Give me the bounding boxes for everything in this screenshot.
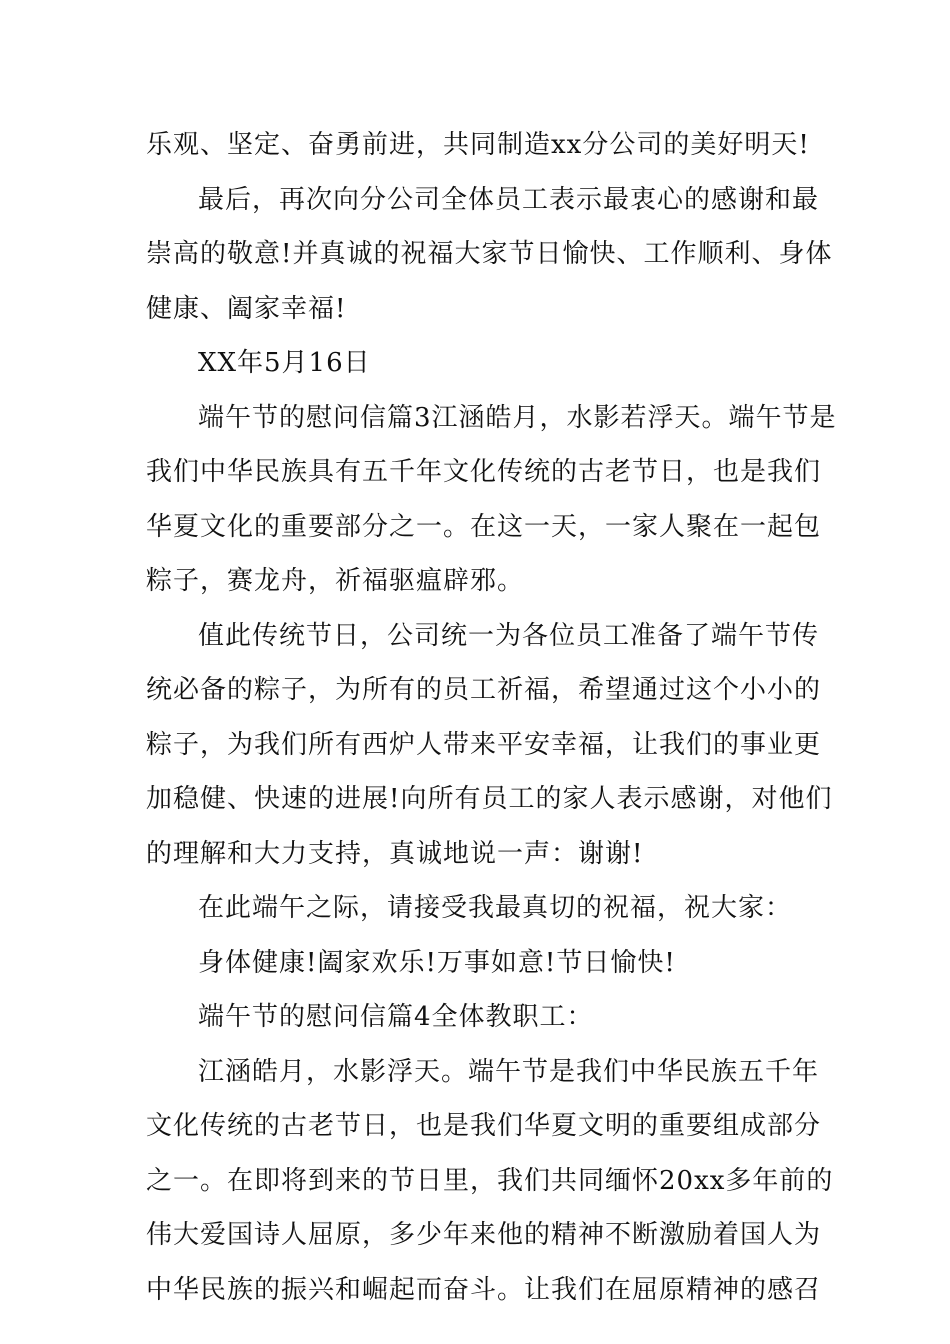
text-line: 乐观、坚定、奋勇前进，共同制造xx分公司的美好明天! [146, 130, 810, 160]
text-line: XX年5月16日 [198, 348, 371, 378]
text-line: 粽子，为我们所有西炉人带来平安幸福，让我们的事业更 [146, 729, 822, 760]
text-line: 中华民族的振兴和崛起而奋斗。让我们在屈原精神的感召 [146, 1274, 822, 1305]
text-line: 崇高的敬意!并真诚的祝福大家节日愉快、工作顺利、身体 [146, 239, 833, 269]
text-line: 健康、阖家幸福! [146, 293, 347, 324]
text-line: 我们中华民族具有五千年文化传统的古老节日，也是我们 [146, 457, 822, 487]
text-line: 粽子，赛龙舟，祈福驱瘟辟邪。 [146, 566, 525, 596]
text-line: 加稳健、快速的进展!向所有员工的家人表示感谢，对他们 [146, 784, 833, 814]
text-line: 值此传统节日，公司统一为各位员工准备了端午节传 [198, 620, 820, 651]
text-line: 伟大爱国诗人屈原，多少年来他的精神不断激励着国人为 [146, 1220, 822, 1250]
text-line: 在此端午之际，请接受我最真切的祝福，祝大家： [198, 893, 793, 923]
text-line: 的理解和大力支持，真诚地说一声：谢谢! [146, 838, 644, 869]
text-line: 端午节的慰问信篇4全体教职工： [198, 1002, 594, 1032]
text-line: 统必备的粽子，为所有的员工祈福，希望通过这个小小的 [146, 675, 822, 705]
text-line: 身体健康!阖家欢乐!万事如意!节日愉快! [198, 947, 676, 978]
text-line: 江涵皓月，水影浮天。端午节是我们中华民族五千年 [198, 1056, 820, 1087]
text-line: 端午节的慰问信篇3江涵皓月，水影若浮天。端午节是 [198, 402, 837, 433]
text-line: 之一。在即将到来的节日里，我们共同缅怀20xx多年前的 [146, 1165, 834, 1196]
text-line: 最后，再次向分公司全体员工表示最衷心的感谢和最 [198, 184, 820, 215]
document-body [146, 118, 837, 1317]
text-line: 文化传统的古老节日，也是我们华夏文明的重要组成部分 [146, 1111, 822, 1141]
text-line: 华夏文化的重要部分之一。在这一天，一家人聚在一起包 [146, 511, 822, 542]
